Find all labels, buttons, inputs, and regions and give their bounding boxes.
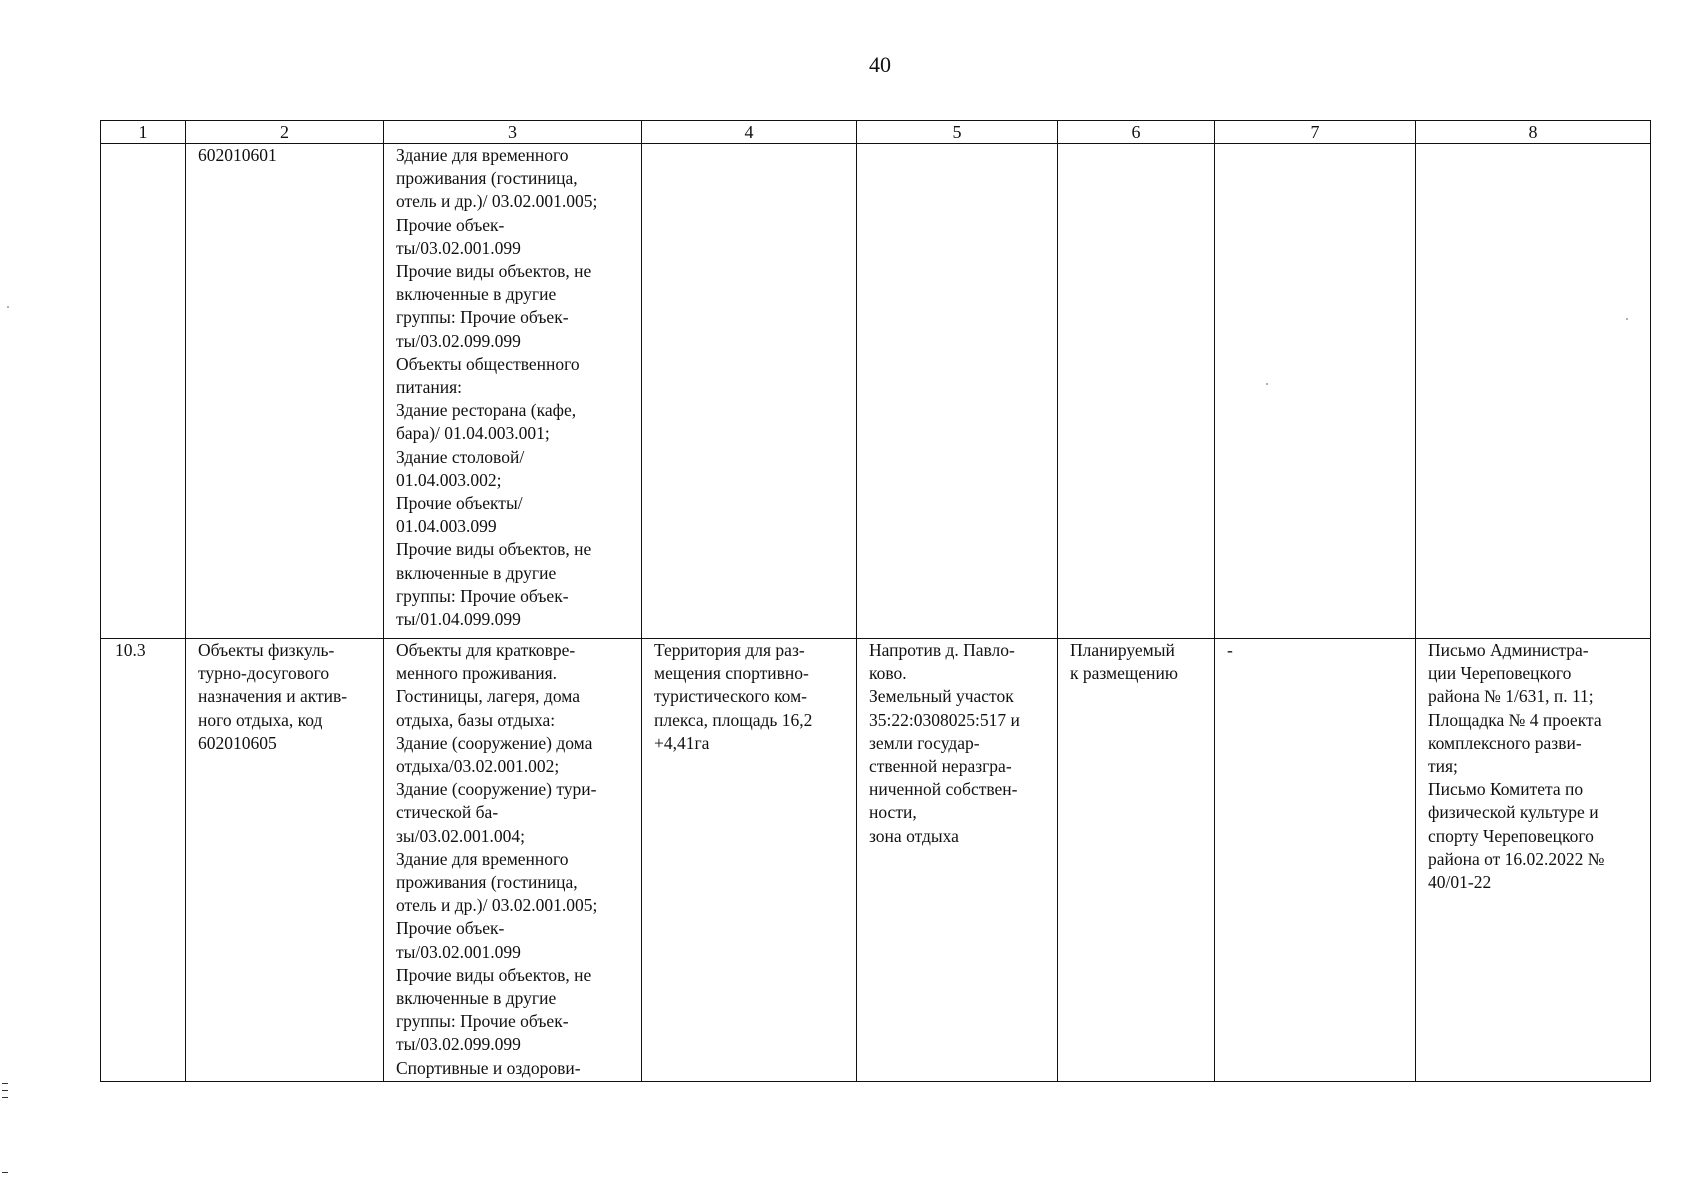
page-number: 40 [869,52,891,77]
scan-margin-mark [2,1083,8,1084]
table-cell-status [1058,144,1215,639]
header-row [101,121,1651,144]
table-cell-column-7: - [1215,639,1416,1082]
table-cell-basis [1416,144,1651,639]
document-table [100,120,1651,1082]
table-cell-characteristics: Территория для раз- мещения спортивно- туристического ком- плекса, площадь 16,2 +4,41га [642,639,857,1082]
table-row [101,144,1651,639]
column-header-3: 3 [384,121,642,144]
table-cell-object-types: Здание для временного проживания (гостиница, отель и др.)/ 03.02.001.005; Прочие объек- ты/03.02.001.099 Прочие виды объектов, не включенные в другие группы: Прочие объек- ты/03.02.099.099 Объекты общественного питания: Здание ресторана (кафе, бара)/ 01.04.003.001; Здание столовой/ 01.04.003.002; Прочие объекты/ 01.04.003.099 Прочие виды объектов, не включенные в другие группы: Прочие объек- ты/01.04.099.099 [384,144,642,639]
table-cell-location [857,144,1058,639]
table-cell-object-name: Объекты физкуль- турно-досугового назначения и актив- ного отдыха, код 602010605 [186,639,384,1082]
table-cell-status: Планируемый к размещению [1058,639,1215,1082]
table-row [101,639,1651,1082]
scan-speck [7,306,9,308]
table-cell-column-7 [1215,144,1416,639]
scan-speck [1626,318,1628,320]
column-header-4: 4 [642,121,857,144]
column-header-8: 8 [1416,121,1651,144]
scan-margin-mark [2,1090,8,1091]
scan-margin-mark [2,1097,8,1098]
table-cell-number [101,144,186,639]
scan-margin-mark [2,1172,8,1173]
column-header-1: 1 [101,121,186,144]
column-header-5: 5 [857,121,1058,144]
table-cell-location: Напротив д. Павло- ково. Земельный участок 35:22:0308025:517 и земли государ- ственной неразгра- ниченной собствен- ности, зона отдыха [857,639,1058,1082]
table-cell-object-types: Объекты для кратковре- менного проживания. Гостиницы, лагеря, дома отдыха, базы отдыха: Здание (сооружение) дома отдыха/03.02.001.002; Здание (сооружение) тури- стической ба- зы/03.02.001.004; Здание для временного проживания (гостиница, отель и др.)/ 03.02.001.005; Прочие объек- ты/03.02.001.099 Прочие виды объектов, не включенные в другие группы: Прочие объек- ты/03.02.099.099 Спортивные и оздорови- [384,639,642,1082]
table-cell-number: 10.3 [101,639,186,1082]
column-header-6: 6 [1058,121,1215,144]
scan-speck [1266,383,1268,385]
table-cell-basis: Письмо Администра- ции Череповецкого района № 1/631, п. 11; Площадка № 4 проекта комплексного разви- тия; Письмо Комитета по физической культуре и спорту Череповецкого района от 16.02.2022 № 40/01-22 [1416,639,1651,1082]
column-header-7: 7 [1215,121,1416,144]
table-cell-object-name: 602010601 [186,144,384,639]
column-header-2: 2 [186,121,384,144]
table-cell-characteristics [642,144,857,639]
